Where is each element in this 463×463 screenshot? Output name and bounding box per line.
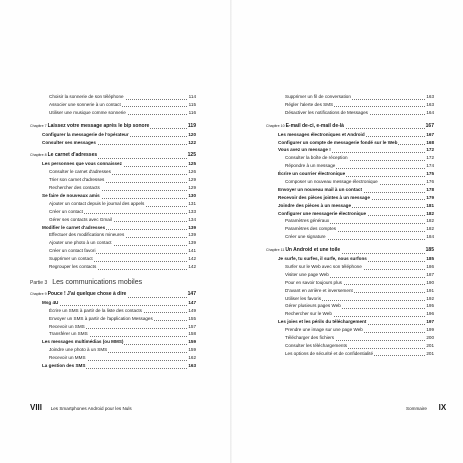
toc-page-number: 126 xyxy=(188,169,196,175)
toc-entry-title: Rechercher sur le Web xyxy=(266,310,333,318)
toc-page-number: 175 xyxy=(426,171,434,177)
toc-entry-title: Recevoir un SMS xyxy=(30,323,86,331)
toc-page-number: 164 xyxy=(426,109,434,115)
toc-entry-title: Paramètres des comptes xyxy=(266,225,337,233)
toc-chapter-entry xyxy=(30,290,196,299)
toc-page-number: 195 xyxy=(426,303,434,309)
toc-page-number: 201 xyxy=(426,350,434,356)
toc-subsection-entry xyxy=(30,354,196,362)
toc-entry-title: Créer une signature xyxy=(266,233,327,241)
toc-page-number: 159 xyxy=(188,339,196,345)
toc-page-number: 192 xyxy=(426,295,434,301)
toc-entry-title: Joindre une photo à un SMS xyxy=(30,346,108,354)
toc-page-number: 141 xyxy=(188,248,196,254)
toc-page-number: 116 xyxy=(188,109,196,115)
toc-subsection-entry xyxy=(30,330,196,338)
toc-page-number: 182 xyxy=(426,210,434,216)
toc-subsection-entry xyxy=(266,334,434,342)
toc-page-number: 120 xyxy=(188,131,196,137)
toc-page-number: 172 xyxy=(426,155,434,161)
toc-subsection-entry xyxy=(266,279,434,287)
toc-entry-title xyxy=(30,290,127,299)
toc-subsection-entry xyxy=(30,231,196,239)
toc-page-number: 172 xyxy=(426,147,434,153)
toc-entry-title: Choisir la sonnerie de son téléphone xyxy=(30,93,125,101)
chapter-title: Laissez votre message après le bip sonore xyxy=(47,122,150,129)
chapter-title: E-mail de-ci, e-mail de-là xyxy=(285,122,344,129)
left-page-footer xyxy=(30,403,132,412)
toc-subsection-entry xyxy=(266,326,434,334)
toc-page-number: 197 xyxy=(426,319,434,325)
toc-entry-title: Visiter une page Web xyxy=(266,271,330,279)
toc-page-number: 167 xyxy=(425,122,434,129)
toc-entry-title: Configurer la messagerie de l'opérateur xyxy=(30,131,130,139)
toc-entry-title: Les options de sécurité et de confidentialité xyxy=(266,350,374,358)
toc-entry-title: Composer un nouveau message électronique xyxy=(266,178,379,186)
toc-page-number: 114 xyxy=(188,94,196,99)
running-title: Sommaire xyxy=(406,406,427,411)
toc-subsection-entry xyxy=(30,307,196,315)
toc-subsection-entry xyxy=(30,208,196,216)
toc-entry-title: Se faire de nouveaux amis xyxy=(30,192,101,200)
toc-subsection-entry xyxy=(30,109,196,117)
toc-subsection-entry xyxy=(266,217,434,225)
part-heading xyxy=(30,276,196,290)
toc-subsection-entry xyxy=(266,310,434,318)
toc-entry-title: Ajouter une photo à un contact xyxy=(30,239,113,247)
toc-entry-title: Les messages électroniques et Android xyxy=(266,131,366,139)
toc-chapter-entry xyxy=(266,122,434,131)
toc-subsection-entry xyxy=(266,271,434,279)
toc-entry-title: Supprimer un fil de conversation xyxy=(266,93,352,101)
toc-page-number: 179 xyxy=(426,194,434,200)
toc-page-number: 163 xyxy=(426,94,434,99)
chapter-title: Un Android et une toile xyxy=(285,247,341,254)
chapter-label: Chapitre 8 xyxy=(30,153,47,158)
toc-section-entry xyxy=(266,318,434,326)
toc-subsection-entry xyxy=(266,302,434,310)
toc-page-number: 196 xyxy=(426,311,434,317)
toc-entry-title: Gérer ses contacts avec Gmail xyxy=(30,216,113,224)
toc-subsection-entry xyxy=(266,263,434,271)
toc-entry-title: Transférer un SMS xyxy=(30,330,89,338)
toc-subsection-entry xyxy=(266,178,434,186)
toc-page-number: 201 xyxy=(426,342,434,348)
toc-subsection-entry xyxy=(30,255,196,263)
toc-section-entry xyxy=(30,224,196,232)
toc-section-entry xyxy=(266,170,434,178)
chapter-label: Chapitre 7 xyxy=(30,123,47,128)
toc-section-entry xyxy=(266,255,434,263)
toc-entry-title xyxy=(30,151,98,160)
toc-section-entry xyxy=(30,160,196,168)
toc-entry-title: Les personnes que vous connaissez xyxy=(30,160,123,168)
toc-page-number: 186 xyxy=(426,264,434,270)
toc-entry-title: Rechercher des contacts xyxy=(30,184,101,192)
toc-page-number: 162 xyxy=(188,355,196,361)
toc-entry-title: Télécharger des fichiers xyxy=(266,334,335,342)
chapter-label: Chapitre 10 xyxy=(266,123,285,128)
toc-chapter-entry xyxy=(30,122,196,131)
chapter-label: Chapitre 11 xyxy=(266,248,285,253)
toc-entry-title: La gestion des SMS xyxy=(30,362,86,370)
toc-page-number: 187 xyxy=(426,271,434,277)
toc-chapter-entry xyxy=(30,151,196,160)
toc-subsection-entry xyxy=(30,176,196,184)
toc-entry-title: Répondre à un message xyxy=(266,162,336,170)
toc-page-number: 184 xyxy=(426,234,434,240)
toc-page-number: 163 xyxy=(188,363,196,369)
toc-page-number: 163 xyxy=(426,101,434,107)
toc-entry-title: Envoyer un SMS à partir de l'application Messages xyxy=(30,315,154,323)
chapter-title: Le carnet d'adresses xyxy=(47,152,98,159)
toc-entry-title: Joindre des pièces à un message xyxy=(266,202,352,210)
toc-section-entry xyxy=(266,210,434,218)
toc-subsection-entry xyxy=(30,247,196,255)
toc-page-number: 182 xyxy=(426,226,434,232)
toc-entry-title: Effectuer des modifications mineures xyxy=(30,231,125,239)
toc-page-number: 182 xyxy=(426,218,434,224)
toc-subsection-entry xyxy=(30,315,196,323)
toc-entry-title: Configurer une messagerie électronique xyxy=(266,210,367,218)
toc-chapter-entry xyxy=(266,246,434,255)
toc-subsection-entry xyxy=(30,263,196,271)
toc-subsection-entry xyxy=(266,350,434,358)
page-number: IX xyxy=(438,403,447,412)
part-title: Les communications mobiles xyxy=(52,278,143,286)
toc-entry-title: Recevoir des pièces jointes à un message xyxy=(266,194,371,202)
toc-page-number: 147 xyxy=(188,299,196,305)
toc-section-entry xyxy=(266,186,434,194)
toc-subsection-entry xyxy=(30,323,196,331)
toc-entry-title: Configurer un compte de messagerie fondé sur le Web xyxy=(266,139,398,147)
toc-page-number: 191 xyxy=(426,287,434,293)
toc-subsection-entry xyxy=(266,233,434,241)
toc-section-entry xyxy=(30,192,196,200)
toc-subsection-entry xyxy=(30,168,196,176)
toc-entry-title: Écrire un courrier électronique xyxy=(266,170,346,178)
toc-subsection-entry xyxy=(266,109,434,117)
toc-subsection-entry xyxy=(30,93,196,101)
toc-subsection-entry xyxy=(30,184,196,192)
part-label: Partie 3 xyxy=(30,279,48,286)
toc-entry-title: Je surfe, tu surfes, il surfe, nous surfons xyxy=(266,255,368,263)
toc-page-number: 178 xyxy=(426,186,434,192)
toc-page-number: 125 xyxy=(187,152,196,159)
toc-page-number: 131 xyxy=(188,200,196,206)
toc-page-number: 142 xyxy=(188,264,196,270)
toc-entry-title: Ajouter un contact depuis le journal des appels xyxy=(30,200,145,208)
toc-entry-title: Msg 4U xyxy=(30,299,59,307)
table-of-contents-right xyxy=(266,93,434,358)
toc-entry-title: Créer un contact xyxy=(30,208,84,216)
toc-entry-title: Paramètres généraux xyxy=(266,217,330,225)
toc-subsection-entry xyxy=(266,225,434,233)
toc-section-entry xyxy=(30,139,196,147)
toc-entry-title: Consulter le carnet d'adresses xyxy=(30,168,112,176)
toc-page-number: 155 xyxy=(188,315,196,321)
toc-page-number: 185 xyxy=(426,256,434,262)
toc-section-entry xyxy=(30,362,196,370)
toc-subsection-entry xyxy=(266,295,434,303)
toc-page-number: 129 xyxy=(188,177,196,183)
toc-section-entry xyxy=(266,131,434,139)
toc-subsection-entry xyxy=(30,216,196,224)
toc-entry-title: Pour en savoir toujours plus xyxy=(266,279,343,287)
toc-entry-title xyxy=(266,246,341,255)
running-title: Les Smartphones Android pour les Nuls xyxy=(50,406,132,411)
toc-page-number: 115 xyxy=(188,101,196,107)
toc-subsection-entry xyxy=(30,200,196,208)
toc-page-number: 133 xyxy=(188,208,196,214)
toc-entry-title: Recevoir un MMS xyxy=(30,354,87,362)
toc-page-number: 147 xyxy=(187,290,196,297)
toc-entry-title: Modifier le carnet d'adresses xyxy=(30,224,106,232)
toc-entry-title: Les messages multimédias (ou MMS) xyxy=(30,338,124,346)
toc-entry-title: Regrouper les contacts xyxy=(30,263,97,271)
toc-page-number: 199 xyxy=(426,327,434,333)
toc-section-entry xyxy=(266,202,434,210)
toc-page-number: 139 xyxy=(188,224,196,230)
page-number: VIII xyxy=(30,403,43,412)
toc-subsection-entry xyxy=(266,342,434,350)
toc-page-number: 185 xyxy=(425,247,434,254)
right-page-footer xyxy=(406,403,446,412)
right-page xyxy=(232,0,463,463)
toc-entry-title: Gérer plusieurs pages Web xyxy=(266,302,342,310)
toc-entry-title: Utiliser une musique comme sonnerie xyxy=(30,109,127,117)
toc-entry-title: Consulter ses messages xyxy=(30,139,97,147)
toc-entry-title: Désactiver les notifications de Messages xyxy=(266,109,369,117)
toc-page-number: 158 xyxy=(188,331,196,337)
toc-page-number: 134 xyxy=(188,216,196,222)
toc-page-number: 167 xyxy=(426,131,434,137)
toc-entry-title: Écrire un SMS à partir de la liste des contacts xyxy=(30,307,143,315)
toc-page-number: 130 xyxy=(188,193,196,199)
toc-section-entry xyxy=(266,194,434,202)
toc-entry-title xyxy=(30,122,150,131)
toc-page-number: 176 xyxy=(426,179,434,185)
toc-subsection-entry xyxy=(266,154,434,162)
toc-page-number: 181 xyxy=(426,202,434,208)
toc-page-number: 125 xyxy=(188,161,196,167)
toc-entry-title: Créer un contact favori xyxy=(30,247,96,255)
toc-entry-title: Utiliser les favoris xyxy=(266,295,322,303)
toc-entry-title: Régler l'alerte des SMS xyxy=(266,101,334,109)
toc-section-entry xyxy=(266,139,434,147)
toc-entry-title: Trier son carnet d'adresses xyxy=(30,176,105,184)
toc-entry-title: Consulter les téléchargements xyxy=(266,342,348,350)
toc-entry-title: Supprimer un contact xyxy=(30,255,94,263)
toc-entry-title: Vous avez un message ! xyxy=(266,146,332,154)
chapter-title: Pouce ! J'ai quelque chose à dire xyxy=(47,290,127,297)
toc-page-number: 139 xyxy=(188,232,196,238)
toc-entry-title: Consulter la boîte de réception xyxy=(266,154,349,162)
toc-entry-title: Associer une sonnerie à un contact xyxy=(30,101,122,109)
toc-page-number: 149 xyxy=(188,307,196,313)
toc-section-entry xyxy=(30,131,196,139)
toc-page-number: 119 xyxy=(187,122,196,129)
toc-page-number: 157 xyxy=(188,323,196,329)
chapter-label: Chapitre 9 xyxy=(30,291,47,296)
toc-entry-title: Les joies et les périls du téléchargement xyxy=(266,318,367,326)
toc-subsection-entry xyxy=(266,101,434,109)
toc-page-number: 200 xyxy=(426,335,434,341)
toc-entry-title: Prendre une image sur une page Web xyxy=(266,326,364,334)
toc-entry-title: D'avant en arrière et inversement xyxy=(266,287,354,295)
toc-subsection-entry xyxy=(30,101,196,109)
toc-subsection-entry xyxy=(266,162,434,170)
toc-page-number: 129 xyxy=(188,185,196,191)
toc-subsection-entry xyxy=(30,239,196,247)
toc-page-number: 122 xyxy=(188,139,196,145)
toc-entry-title: Surfer sur le Web avec son téléphone xyxy=(266,263,363,271)
toc-page-number: 174 xyxy=(426,163,434,169)
toc-page-number: 159 xyxy=(188,347,196,353)
toc-subsection-entry xyxy=(30,346,196,354)
toc-page-number: 190 xyxy=(426,279,434,285)
table-of-contents-left xyxy=(30,93,196,370)
toc-subsection-entry xyxy=(266,93,434,101)
toc-section-entry xyxy=(266,146,434,154)
toc-section-entry xyxy=(30,338,196,346)
toc-page-number: 139 xyxy=(188,240,196,246)
toc-page-number: 142 xyxy=(188,256,196,262)
toc-entry-title: Envoyer un nouveau mail à un contact xyxy=(266,186,363,194)
toc-entry-title xyxy=(266,122,345,131)
toc-subsection-entry xyxy=(266,287,434,295)
toc-section-entry xyxy=(30,299,196,307)
toc-page-number: 168 xyxy=(426,139,434,145)
